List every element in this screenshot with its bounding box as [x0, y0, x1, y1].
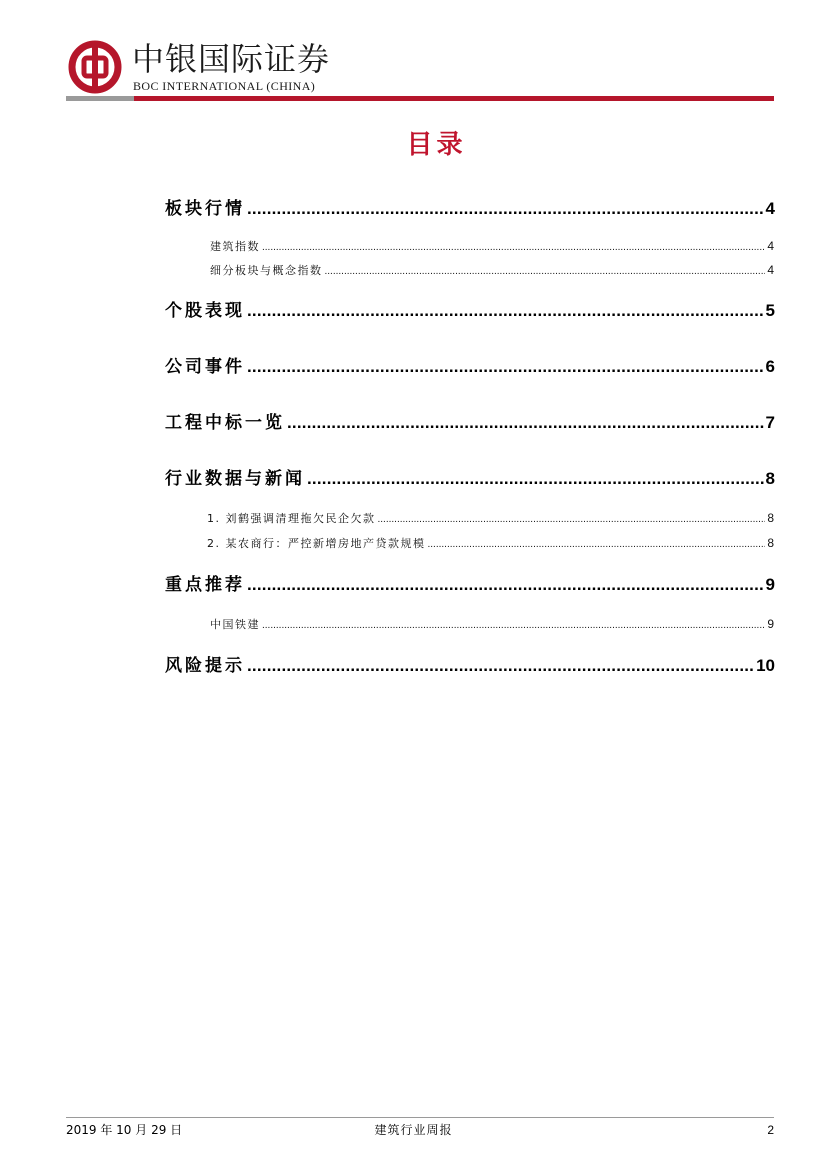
toc-entry-company-events[interactable] — [165, 356, 775, 378]
toc-leader-dots — [247, 356, 764, 378]
toc-entry-label: 公司事件 — [165, 357, 245, 377]
toc-entry-page: 4 — [765, 199, 775, 218]
toc-entry-page: 6 — [765, 357, 775, 376]
toc-entry-label: 建筑指数 — [210, 240, 260, 253]
toc-leader-dots — [378, 512, 766, 528]
boc-logo-icon — [68, 40, 122, 94]
toc-entry-label: 2. 某农商行：严控新增房地产贷款规模 — [207, 537, 426, 550]
toc-leader-dots — [247, 198, 764, 220]
footer-page-number: 2 — [767, 1123, 774, 1137]
toc-entry-label: 板块行情 — [165, 199, 245, 219]
toc-leader-dots — [307, 468, 764, 490]
toc-leader-dots — [325, 264, 766, 280]
footer-rule — [66, 1117, 774, 1118]
toc-entry-crcc[interactable] — [210, 616, 774, 634]
toc-entry-industry-data-news[interactable] — [165, 468, 775, 490]
toc-entry-page: 4 — [767, 263, 774, 277]
page-title: 目录 — [406, 130, 467, 160]
toc-entry-page: 8 — [767, 536, 774, 550]
toc-entry-subsector-index[interactable] — [210, 262, 774, 280]
header-rule-grey — [66, 96, 134, 101]
toc-entry-news-2[interactable] — [207, 535, 774, 553]
toc-entry-label: 风险提示 — [165, 656, 245, 676]
toc-entry-label: 细分板块与概念指数 — [210, 264, 323, 277]
toc-leader-dots — [287, 412, 764, 434]
toc-entry-key-recommendations[interactable] — [165, 574, 775, 596]
toc-entry-risk-warning[interactable] — [165, 655, 775, 677]
toc-entry-news-1[interactable] — [207, 510, 774, 528]
toc-entry-construction-index[interactable] — [210, 238, 774, 256]
toc-entry-page: 8 — [765, 469, 775, 488]
toc-entry-stock-performance[interactable] — [165, 300, 775, 322]
toc-entry-page: 9 — [767, 617, 774, 631]
toc-entry-label: 重点推荐 — [165, 575, 245, 595]
footer-date: 2019 年 10 月 29 日 — [66, 1123, 183, 1137]
toc-entry-page: 9 — [765, 575, 775, 594]
toc-leader-dots — [262, 618, 765, 634]
toc-entry-page: 7 — [765, 413, 775, 432]
toc-entry-sector-market[interactable] — [165, 198, 775, 220]
toc-leader-dots — [247, 300, 764, 322]
brand-name-cn: 中银国际证券 — [132, 40, 331, 78]
toc-leader-dots — [247, 574, 764, 596]
toc-leader-dots — [247, 655, 754, 677]
toc-entry-page: 4 — [767, 239, 774, 253]
toc-entry-page: 5 — [765, 301, 775, 320]
toc-entry-label: 1. 刘鹤强调清理拖欠民企欠款 — [207, 512, 376, 525]
toc-entry-contract-wins[interactable] — [165, 412, 775, 434]
toc-leader-dots — [428, 537, 766, 553]
toc-entry-page: 10 — [756, 656, 775, 675]
footer-report-title: 建筑行业周报 — [374, 1123, 453, 1137]
toc-entry-page: 8 — [767, 511, 774, 525]
toc-entry-label: 个股表现 — [165, 301, 245, 321]
header-rule-red — [134, 96, 774, 101]
toc-entry-label: 行业数据与新闻 — [165, 469, 305, 489]
toc-leader-dots — [262, 240, 765, 256]
brand-name-en: BOC INTERNATIONAL (CHINA) — [133, 79, 316, 93]
toc-entry-label: 工程中标一览 — [165, 413, 285, 433]
toc-entry-label: 中国铁建 — [210, 618, 260, 631]
